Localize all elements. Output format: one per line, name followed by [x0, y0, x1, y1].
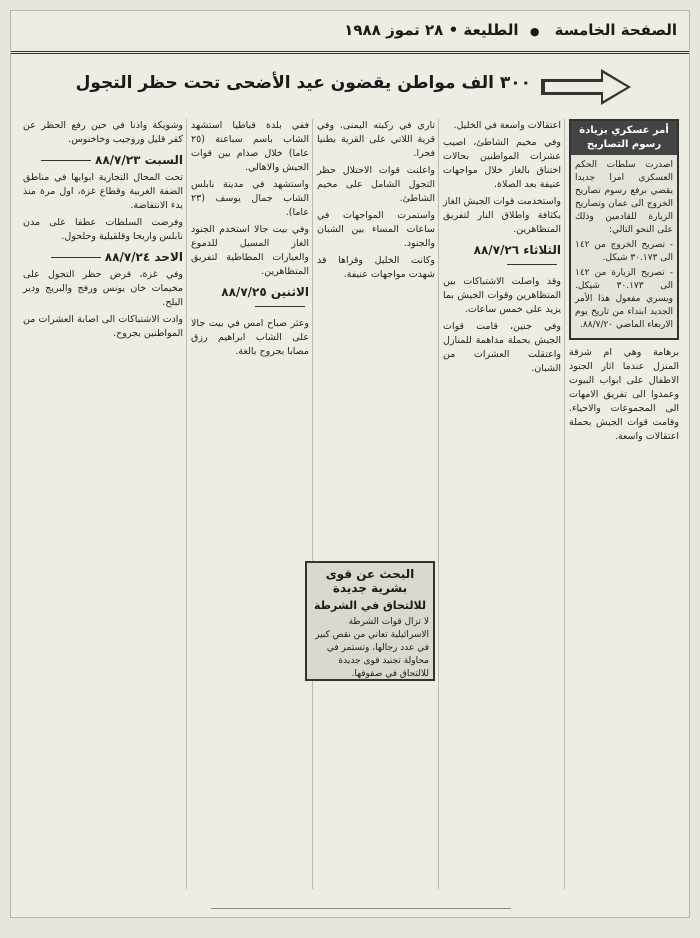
inset-subtitle: للالتحاق في الشرطة — [314, 599, 426, 612]
article-paragraph: تاري في ركبته اليمنى. وفي قرية اللاتي على القرية بطنيا فجرا. — [317, 120, 435, 159]
column-rule — [186, 119, 187, 889]
article-paragraph: تحت المحال التجارية ابوابها في مناطق الضفة الغربية وقطاع غزة، اول مرة منذ بدء الانتفاضة. — [23, 172, 183, 211]
dateline-text: الثلاثاء ٨٨/٧/٢٦ — [473, 243, 561, 257]
lead-headline: ٣٠٠ الف مواطن يقضون عيد الأضحى تحت حظر التجول — [75, 73, 531, 93]
column-1 — [569, 119, 679, 889]
sidebar-paragraph: اصدرت سلطات الحكم العسكري امرا جديدا يقضي برفع رسوم تصاريح الخروج الى عمان وتصاريح الزيارة للقادمين وذلك على النحو التالي: — [575, 160, 673, 235]
article-paragraph: وكانت الخليل وقراها قد شهدت مواجهات عنيفة. — [317, 255, 435, 280]
article-paragraph: وادت الاشتباكات الى اصابة العشرات من المواطنين بجروح. — [23, 314, 183, 339]
column-rule — [564, 119, 565, 889]
dateline-rule — [507, 264, 557, 265]
newspaper-page — [10, 10, 690, 918]
lead-headline-banner — [75, 63, 631, 113]
issue-date: الطليعة • ٢٨ تموز ١٩٨٨ — [344, 21, 519, 39]
dateline-rule — [255, 306, 305, 307]
article-paragraph: وفرضت السلطات عطفا على مدن نابلس واريحا وقلقيلية وحلحول. — [23, 217, 183, 242]
column-2 — [443, 119, 561, 889]
page-folio — [338, 21, 677, 39]
column-rule — [312, 119, 313, 889]
article-paragraph: وفي بيت جالا استخدم الجنود الغاز المسيل للدموع والعيارات المطاطية لتفريق المتظاهرين. — [191, 224, 309, 277]
dateline-rule — [51, 257, 101, 258]
inset-body: لا تزال قوات الشرطة الاسرائيلية تعاني من نقص كبير في عدد رجالها، وتستمر في محاولة تجنيد قوى جديدة للالتحاق في صفوفها. — [315, 617, 429, 679]
section-label: الصفحة الخامسة — [554, 21, 677, 39]
page-header — [11, 11, 689, 54]
dateline — [23, 153, 183, 167]
footer-rule — [211, 908, 511, 909]
article-paragraph: واستخدمت قوات الجيش الغاز بكثافة واطلاق النار لتفريق المتظاهرين. — [443, 196, 561, 235]
dateline — [191, 285, 309, 313]
column-rule — [438, 119, 439, 889]
column-3 — [317, 119, 435, 889]
article-paragraph: برهامة وهي ام شرقة المنزل عندما اثار الجنود الاطفال على ابواب البيوت وعمدوا الى تفريق الامهات الى المجموعات والاحياء. وقامت قوات الجيش بحملة اعتقالات واسعة. — [569, 347, 679, 442]
dateline-text: الاحد ٨٨/٧/٢٤ — [104, 250, 183, 264]
article-paragraph: وشويكة واذنا في حين رفع الحظر عن كفر قليل وروجيب وخاخنوس. — [23, 120, 183, 145]
header-separator-icon: ● — [529, 25, 540, 38]
sidebar-paragraph: - تصريح الخروج من ١٤٢ الى ٣٠.١٧٣ شيكل. — [575, 240, 673, 263]
sidebar-box — [569, 119, 679, 340]
article-paragraph: ففي بلدة قباطيا استشهد الشاب باسم سباعنة (٢٥ عاما) خلال صدام بين قوات الجيش والاهالي. — [191, 120, 309, 173]
headline-arrow-icon — [541, 69, 631, 105]
dateline — [23, 250, 183, 264]
dateline-text: السبت ٨٨/٧/٢٣ — [95, 153, 183, 167]
dateline — [443, 243, 561, 271]
article-paragraph: وعثر صباح امس في بيت جالا على الشاب ابراهيم رزق مصابا بجروح بالغة. — [191, 318, 309, 357]
article-paragraph: اعتقالات واسعة في الخليل. — [453, 120, 561, 131]
column-4 — [191, 119, 309, 889]
dateline-text: الاثنين ٨٨/٧/٢٥ — [221, 285, 309, 299]
article-paragraph: واستمرت المواجهات في ساعات المساء بين الشبان والجنود. — [317, 210, 435, 249]
dateline-rule — [41, 160, 91, 161]
article-paragraph: وفي جنين، قامت قوات الجيش بحملة مداهمة للمنازل واعتقلت العشرات من الشبان. — [443, 321, 561, 374]
inset-title: البحث عن قوى بشرية جديدة — [325, 567, 415, 595]
article-paragraph: وقد واصلت الاشتباكات بين المتظاهرين وقوات الجيش بما يزيد على خمس ساعات. — [443, 276, 561, 315]
sidebar-paragraph: - تصريح الزيارة من ١٤٢ الى ٣٠.١٧٣ شيكل. ويسري مفعول هذا الأمر الجديد ابتداء من تاريخ يوم الاربعاء الماضي ٨٨/٧/٢٠. — [575, 268, 673, 330]
article-paragraph: وفي غزة، فرض حظر التجول على مخيمات خان يونس ورفح والبريج ودير البلح. — [23, 269, 183, 308]
page-footer — [11, 897, 689, 911]
article-paragraph: واعلنت قوات الاحتلال حظر التجول الشامل على مخيم الشاطئ. — [317, 165, 435, 204]
column-5 — [23, 119, 183, 899]
sidebar-title: أمر عسكري بزيادة رسوم التصاريح — [571, 121, 677, 155]
article-paragraph: وفي مخيم الشاطئ، اصيب عشرات المواطنين بحالات اختناق بالغاز خلال مواجهات عنيفة بعد الصلاة. — [443, 137, 561, 190]
article-paragraph: واستشهد في مدينة نابلس الشاب جمال يوسف (٢٣ عاما). — [191, 179, 309, 218]
inset-box — [305, 561, 435, 681]
